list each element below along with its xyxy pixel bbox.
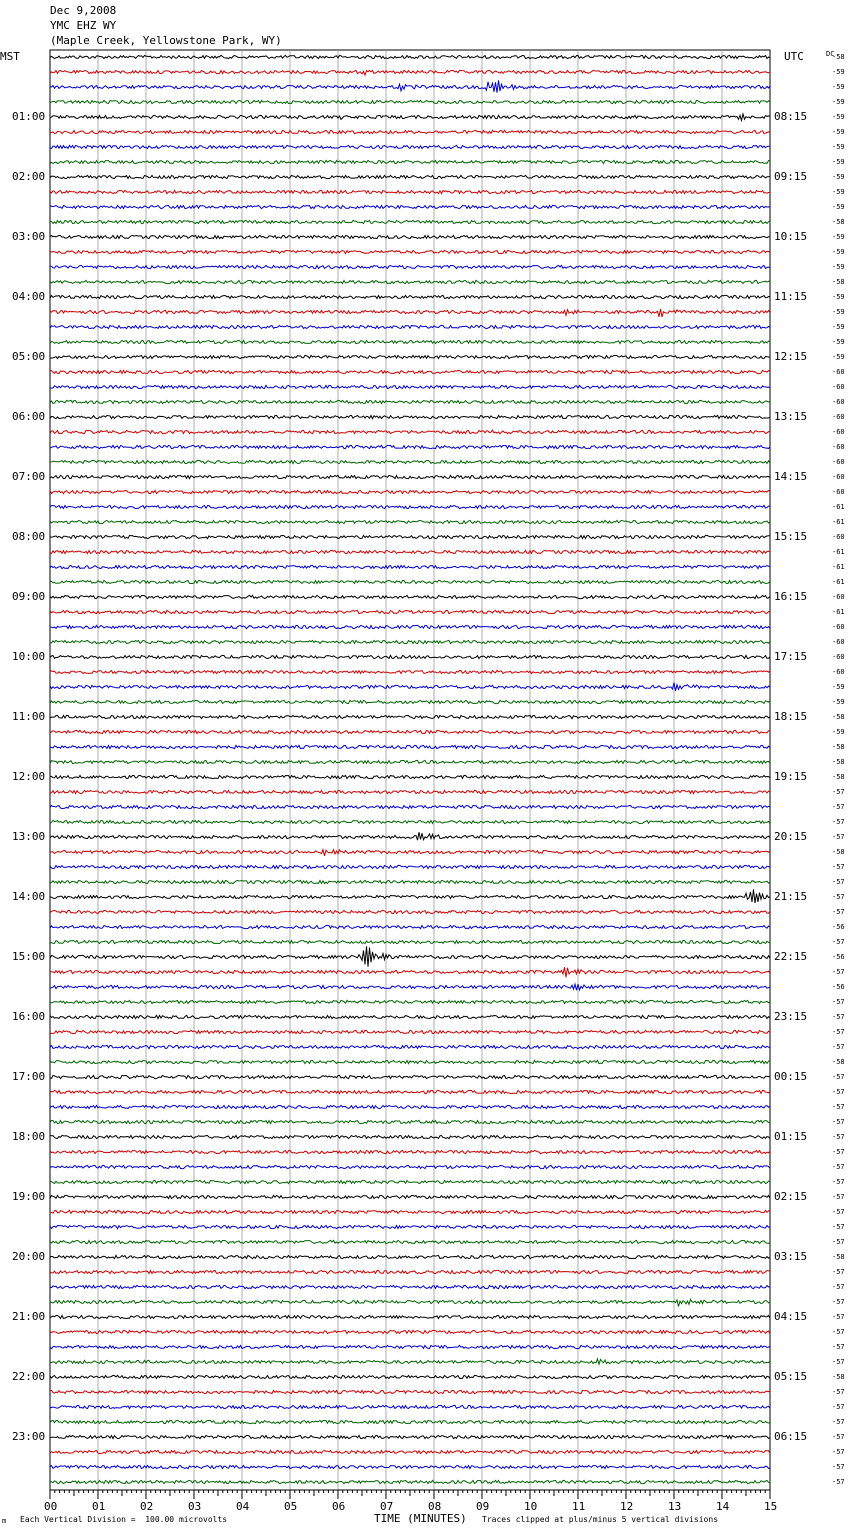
trace-row-71 (50, 1120, 770, 1123)
dc-offset-value: -57 (832, 1103, 845, 1111)
trace-row-54 (50, 865, 770, 868)
trace-row-79 (50, 1240, 770, 1243)
right-hour-label: 17:15 (774, 650, 808, 663)
dc-offset-value: -60 (832, 488, 845, 496)
trace-row-92 (50, 1435, 770, 1438)
right-hour-label: 15:15 (774, 530, 808, 543)
trace-row-32 (50, 535, 770, 538)
dc-offset-value: -57 (832, 998, 845, 1006)
trace-row-2 (50, 80, 770, 92)
dc-offset-value: -57 (832, 1163, 845, 1171)
dc-offset-value: -57 (832, 878, 845, 886)
station-name: YMC EHZ WY (50, 19, 117, 32)
dc-offset-value: -57 (832, 1238, 845, 1246)
left-hour-label: 03:00 (12, 230, 46, 243)
trace-row-76 (50, 1195, 770, 1198)
dc-offset-value: -59 (832, 698, 845, 706)
dc-offset-value: -59 (832, 68, 845, 76)
x-axis-label: TIME (MINUTES) (374, 1512, 467, 1525)
right-hour-label: 11:15 (774, 290, 808, 303)
dc-offset-value: -57 (832, 1223, 845, 1231)
left-hour-label: 17:00 (12, 1070, 46, 1083)
trace-row-24 (50, 415, 770, 418)
left-hour-label: 15:00 (12, 950, 46, 963)
trace-row-80 (50, 1255, 770, 1258)
trace-row-39 (50, 640, 770, 643)
trace-row-34 (50, 565, 770, 568)
scale-icon: m (2, 1517, 7, 1525)
dc-offset-value: -61 (832, 608, 845, 616)
trace-row-66 (50, 1045, 770, 1048)
trace-row-69 (50, 1090, 770, 1093)
trace-row-31 (50, 520, 770, 523)
dc-offset-value: -58 (832, 53, 845, 61)
dc-offset-value: -57 (832, 968, 845, 976)
right-hour-label: 13:15 (774, 410, 808, 423)
right-hour-label: 18:15 (774, 710, 808, 723)
trace-row-11 (50, 220, 770, 223)
dc-offset-value: -60 (832, 593, 845, 601)
trace-row-36 (50, 595, 770, 598)
right-hour-label: 00:15 (774, 1070, 808, 1083)
trace-row-13 (50, 250, 770, 253)
trace-row-4 (50, 114, 770, 120)
trace-row-81 (50, 1270, 770, 1273)
trace-row-42 (50, 683, 770, 691)
left-hour-label: 16:00 (12, 1010, 46, 1023)
dc-offset-value: -61 (832, 563, 845, 571)
trace-row-35 (50, 580, 770, 583)
right-timezone: UTC (784, 50, 804, 63)
dc-label: DC (826, 50, 835, 58)
trace-row-58 (50, 925, 770, 928)
trace-row-51 (50, 820, 770, 823)
dc-offset-value: -57 (832, 803, 845, 811)
trace-row-57 (50, 910, 770, 913)
left-hour-label: 21:00 (12, 1310, 46, 1323)
dc-offset-value: -58 (832, 1253, 845, 1261)
dc-offset-value: -57 (832, 1118, 845, 1126)
dc-offset-value: -60 (832, 428, 845, 436)
trace-row-25 (50, 430, 770, 434)
dc-offset-value: -57 (832, 1448, 845, 1456)
x-tick-label: 07 (380, 1500, 394, 1513)
dc-offset-value: -59 (832, 98, 845, 106)
trace-row-1 (50, 70, 770, 75)
trace-row-74 (50, 1165, 770, 1168)
dc-offset-value: -57 (832, 1133, 845, 1141)
right-hour-label: 03:15 (774, 1250, 808, 1263)
clip-note: Traces clipped at plus/minus 5 vertical divisions (482, 1515, 719, 1524)
trace-row-28 (50, 475, 770, 478)
x-tick-label: 13 (668, 1500, 682, 1513)
dc-offset-value: -60 (832, 533, 845, 541)
trace-row-41 (50, 670, 770, 673)
trace-row-47 (50, 760, 770, 763)
dc-offset-value: -57 (832, 833, 845, 841)
trace-row-9 (50, 190, 770, 193)
trace-row-62 (50, 984, 770, 990)
trace-row-26 (50, 445, 770, 448)
dc-offset-value: -56 (832, 923, 845, 931)
trace-row-23 (50, 400, 770, 403)
dc-offset-value: -59 (832, 323, 845, 331)
dc-offset-value: -57 (832, 938, 845, 946)
dc-offset-value: -57 (832, 1418, 845, 1426)
trace-row-6 (50, 145, 770, 148)
trace-row-45 (50, 730, 770, 733)
dc-offset-value: -60 (832, 653, 845, 661)
dc-offset-value: -61 (832, 578, 845, 586)
trace-row-18 (50, 325, 770, 328)
dc-offset-value: -59 (832, 233, 845, 241)
trace-row-77 (50, 1210, 770, 1213)
trace-row-43 (50, 700, 770, 703)
trace-row-14 (50, 265, 770, 268)
left-hour-label: 08:00 (12, 530, 46, 543)
trace-row-37 (50, 610, 770, 613)
dc-offset-value: -59 (832, 293, 845, 301)
dc-offset-value: -58 (832, 278, 845, 286)
scale-note: Each Vertical Division = 100.00 microvolts (20, 1515, 228, 1524)
trace-row-50 (50, 805, 770, 808)
right-hour-label: 10:15 (774, 230, 808, 243)
trace-row-21 (50, 370, 770, 373)
dc-offset-value: -57 (832, 1268, 845, 1276)
right-hour-label: 09:15 (774, 170, 808, 183)
dc-offset-value: -57 (832, 1388, 845, 1396)
dc-offset-value: -59 (832, 263, 845, 271)
trace-row-86 (50, 1345, 770, 1348)
trace-row-12 (50, 235, 770, 238)
dc-offset-value: -57 (832, 1013, 845, 1021)
left-hour-label: 20:00 (12, 1250, 46, 1263)
trace-row-3 (50, 100, 770, 103)
dc-offset-value: -57 (832, 908, 845, 916)
left-hour-label: 02:00 (12, 170, 46, 183)
dc-offset-value: -59 (832, 338, 845, 346)
x-tick-label: 00 (44, 1500, 58, 1513)
right-hour-label: 20:15 (774, 830, 808, 843)
dc-offset-value: -57 (832, 818, 845, 826)
dc-offset-value: -59 (832, 158, 845, 166)
trace-row-8 (50, 175, 770, 178)
dc-offset-value: -57 (832, 1193, 845, 1201)
dc-offset-value: -57 (832, 1178, 845, 1186)
dc-offset-value: -57 (832, 893, 845, 901)
dc-offset-value: -58 (832, 713, 845, 721)
dc-offset-value: -57 (832, 788, 845, 796)
right-hour-label: 16:15 (774, 590, 808, 603)
left-timezone: MST (0, 50, 20, 63)
x-tick-label: 09 (476, 1500, 490, 1513)
left-hour-label: 19:00 (12, 1190, 46, 1203)
x-tick-label: 02 (140, 1500, 154, 1513)
dc-offset-value: -60 (832, 458, 845, 466)
left-hour-label: 18:00 (12, 1130, 46, 1143)
left-hour-label: 12:00 (12, 770, 46, 783)
right-hour-label: 08:15 (774, 110, 808, 123)
trace-row-20 (50, 355, 770, 358)
trace-row-10 (50, 205, 770, 208)
trace-row-91 (50, 1420, 770, 1423)
trace-row-22 (50, 385, 770, 388)
trace-row-55 (50, 880, 770, 883)
trace-row-68 (50, 1075, 770, 1078)
trace-row-33 (50, 550, 770, 553)
right-hour-label: 01:15 (774, 1130, 808, 1143)
trace-row-48 (50, 775, 770, 778)
trace-row-72 (50, 1135, 770, 1138)
right-hour-label: 19:15 (774, 770, 808, 783)
dc-offset-value: -59 (832, 248, 845, 256)
trace-row-17 (50, 309, 770, 317)
right-hour-label: 12:15 (774, 350, 808, 363)
chart-date: Dec 9,2008 (50, 4, 117, 17)
x-tick-label: 08 (428, 1500, 442, 1513)
dc-offset-value: -58 (832, 1058, 845, 1066)
trace-row-70 (50, 1105, 770, 1108)
dc-offset-value: -59 (832, 203, 845, 211)
trace-row-19 (50, 340, 770, 343)
x-tick-label: 12 (620, 1500, 634, 1513)
dc-offset-value: -59 (832, 683, 845, 691)
trace-row-83 (50, 1299, 770, 1306)
dc-offset-value: -59 (832, 308, 845, 316)
x-tick-label: 15 (764, 1500, 778, 1513)
dc-offset-value: -57 (832, 1463, 845, 1471)
trace-row-88 (50, 1375, 770, 1378)
trace-row-90 (50, 1405, 770, 1408)
trace-row-46 (50, 745, 770, 748)
dc-offset-value: -59 (832, 188, 845, 196)
trace-row-87 (50, 1359, 770, 1364)
dc-offset-value: -59 (832, 83, 845, 91)
trace-row-75 (50, 1180, 770, 1183)
dc-offset-value: -57 (832, 1073, 845, 1081)
dc-offset-value: -57 (832, 1283, 845, 1291)
trace-row-5 (50, 130, 770, 133)
trace-row-65 (50, 1030, 770, 1033)
left-hour-label: 04:00 (12, 290, 46, 303)
x-tick-label: 06 (332, 1500, 346, 1513)
trace-row-60 (50, 946, 770, 966)
trace-row-16 (50, 295, 770, 298)
dc-offset-value: -61 (832, 503, 845, 511)
dc-offset-value: -60 (832, 368, 845, 376)
trace-row-27 (50, 460, 770, 463)
x-tick-label: 04 (236, 1500, 250, 1513)
trace-row-53 (50, 850, 770, 856)
right-hour-label: 21:15 (774, 890, 808, 903)
right-hour-label: 06:15 (774, 1430, 808, 1443)
dc-offset-value: -58 (832, 848, 845, 856)
left-hour-label: 13:00 (12, 830, 46, 843)
left-hour-label: 22:00 (12, 1370, 46, 1383)
trace-row-7 (50, 160, 770, 163)
dc-offset-value: -57 (832, 1148, 845, 1156)
left-hour-label: 23:00 (12, 1430, 46, 1443)
dc-offset-value: -60 (832, 413, 845, 421)
trace-row-94 (50, 1465, 770, 1468)
dc-offset-value: -61 (832, 518, 845, 526)
trace-row-52 (50, 832, 770, 840)
dc-offset-value: -61 (832, 548, 845, 556)
dc-offset-value: -58 (832, 773, 845, 781)
trace-row-82 (50, 1285, 770, 1288)
x-tick-label: 05 (284, 1500, 298, 1513)
trace-row-84 (50, 1315, 770, 1318)
dc-offset-value: -57 (832, 1313, 845, 1321)
x-tick-label: 03 (188, 1500, 202, 1513)
right-hour-label: 04:15 (774, 1310, 808, 1323)
left-hour-label: 14:00 (12, 890, 46, 903)
trace-row-89 (50, 1390, 770, 1393)
trace-row-38 (50, 625, 770, 628)
dc-offset-value: -57 (832, 1478, 845, 1486)
trace-row-63 (50, 1000, 770, 1003)
dc-offset-value: -59 (832, 173, 845, 181)
x-tick-label: 10 (524, 1500, 538, 1513)
left-hour-label: 01:00 (12, 110, 46, 123)
left-hour-label: 11:00 (12, 710, 46, 723)
dc-offset-value: -57 (832, 1358, 845, 1366)
dc-offset-value: -59 (832, 728, 845, 736)
dc-offset-value: -58 (832, 758, 845, 766)
left-hour-label: 09:00 (12, 590, 46, 603)
dc-offset-value: -57 (832, 1028, 845, 1036)
dc-offset-value: -59 (832, 113, 845, 121)
x-tick-label: 11 (572, 1500, 586, 1513)
dc-offset-value: -59 (832, 128, 845, 136)
trace-row-15 (50, 280, 770, 283)
trace-row-61 (50, 967, 770, 977)
dc-offset-value: -60 (832, 638, 845, 646)
right-hour-label: 22:15 (774, 950, 808, 963)
dc-offset-value: -57 (832, 1043, 845, 1051)
trace-row-59 (50, 940, 770, 943)
dc-offset-value: -57 (832, 863, 845, 871)
dc-offset-value: -57 (832, 1328, 845, 1336)
dc-offset-value: -60 (832, 473, 845, 481)
left-hour-label: 07:00 (12, 470, 46, 483)
trace-row-30 (50, 505, 770, 508)
trace-row-78 (50, 1225, 770, 1228)
dc-offset-value: -57 (832, 1433, 845, 1441)
dc-offset-value: -60 (832, 398, 845, 406)
dc-offset-value: -60 (832, 443, 845, 451)
right-hour-label: 23:15 (774, 1010, 808, 1023)
dc-offset-value: -59 (832, 143, 845, 151)
dc-offset-value: -60 (832, 668, 845, 676)
dc-offset-value: -59 (832, 353, 845, 361)
dc-offset-value: -57 (832, 1403, 845, 1411)
dc-offset-value: -57 (832, 1298, 845, 1306)
station-location: (Maple Creek, Yellowstone Park, WY) (50, 34, 282, 47)
trace-row-93 (50, 1450, 770, 1453)
trace-row-29 (50, 490, 770, 493)
left-hour-label: 10:00 (12, 650, 46, 663)
right-hour-label: 14:15 (774, 470, 808, 483)
trace-row-49 (50, 790, 770, 793)
dc-offset-value: -58 (832, 743, 845, 751)
trace-row-67 (50, 1060, 770, 1063)
dc-offset-value: -57 (832, 1088, 845, 1096)
trace-row-85 (50, 1330, 770, 1333)
x-tick-label: 14 (716, 1500, 730, 1513)
trace-row-40 (50, 655, 770, 658)
trace-row-56 (50, 889, 770, 903)
trace-row-44 (50, 715, 770, 718)
trace-row-0 (50, 55, 770, 58)
dc-offset-value: -57 (832, 1208, 845, 1216)
dc-offset-value: -56 (832, 953, 845, 961)
dc-offset-value: -58 (832, 1373, 845, 1381)
dc-offset-value: -60 (832, 383, 845, 391)
left-hour-label: 06:00 (12, 410, 46, 423)
trace-row-73 (50, 1150, 770, 1153)
dc-offset-value: -60 (832, 623, 845, 631)
dc-offset-value: -58 (832, 218, 845, 226)
dc-offset-value: -56 (832, 983, 845, 991)
left-hour-label: 05:00 (12, 350, 46, 363)
trace-row-95 (50, 1480, 770, 1483)
right-hour-label: 02:15 (774, 1190, 808, 1203)
x-tick-label: 01 (92, 1500, 106, 1513)
trace-row-64 (50, 1015, 770, 1018)
dc-offset-value: -57 (832, 1343, 845, 1351)
right-hour-label: 05:15 (774, 1370, 808, 1383)
